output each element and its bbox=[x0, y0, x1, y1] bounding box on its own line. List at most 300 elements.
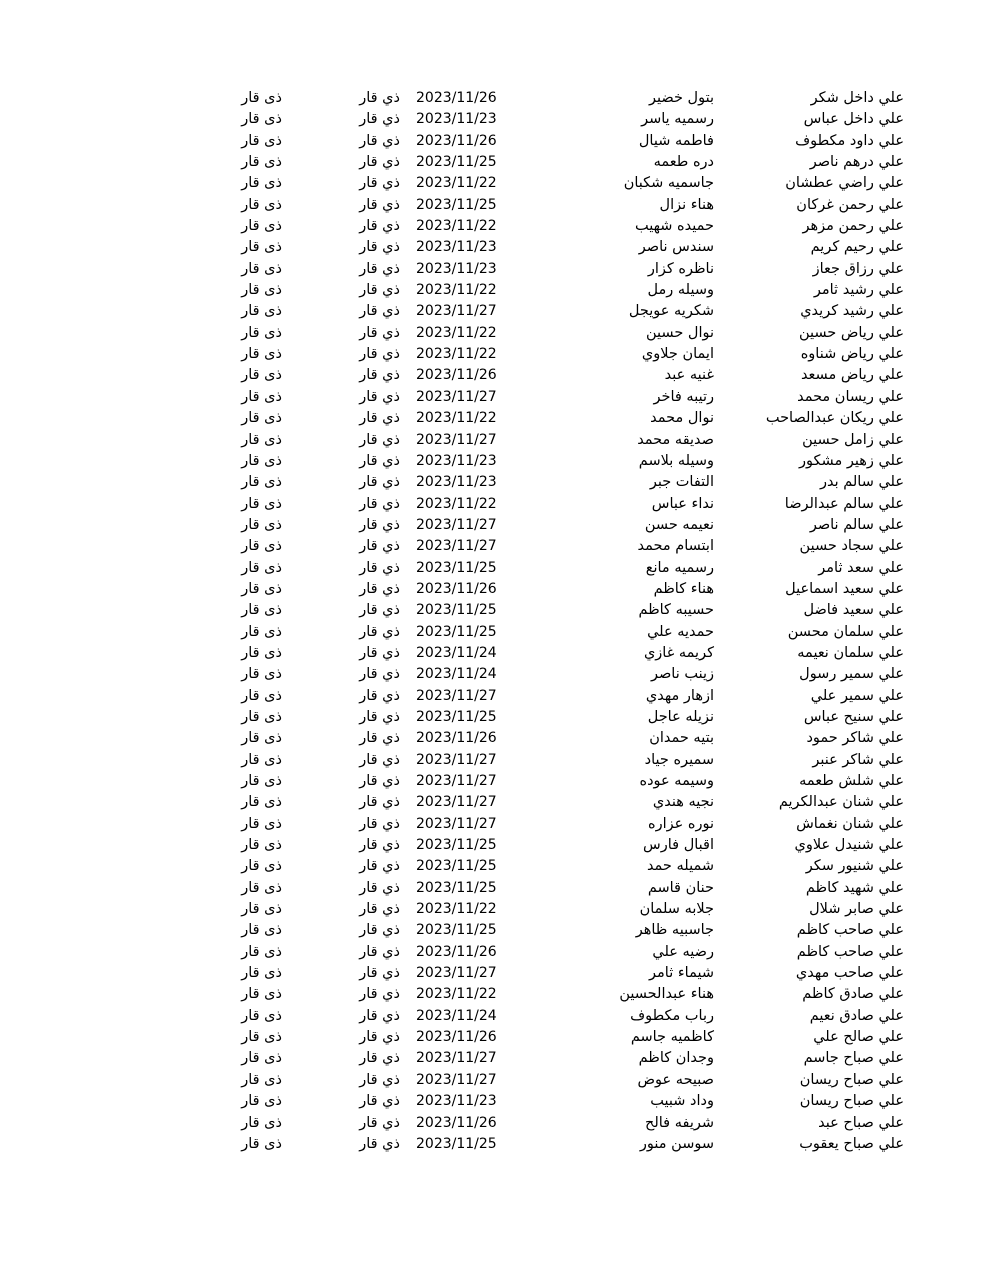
table-row bbox=[0, 387, 989, 408]
governorate-alt: ذى قار bbox=[241, 111, 282, 128]
table-row bbox=[0, 131, 989, 152]
person-name: علي سنيح عباس bbox=[803, 708, 904, 725]
date-value: 2023/11/26 bbox=[416, 1114, 497, 1131]
mother-name: نداء عباس bbox=[651, 495, 714, 512]
person-name: علي شنان نغماش bbox=[796, 815, 904, 832]
person-name: علي رحمن مزهر bbox=[802, 218, 904, 235]
person-name: علي صباح ريسان bbox=[799, 1093, 904, 1110]
governorate: ذي قار bbox=[359, 837, 400, 854]
governorate: ذي قار bbox=[359, 1050, 400, 1067]
person-name: علي سمير علي bbox=[810, 687, 904, 704]
table-row bbox=[0, 195, 989, 216]
date-value: 2023/11/24 bbox=[416, 1007, 497, 1024]
date-value: 2023/11/27 bbox=[416, 538, 497, 555]
governorate-alt: ذى قار bbox=[241, 644, 282, 661]
person-name: علي شنيور سكر bbox=[805, 858, 904, 875]
table-row bbox=[0, 856, 989, 877]
governorate: ذي قار bbox=[359, 730, 400, 747]
table-row bbox=[0, 707, 989, 728]
date-value: 2023/11/27 bbox=[416, 815, 497, 832]
mother-name: وسيله رمل bbox=[647, 282, 714, 299]
person-name: علي رحمن غركان bbox=[796, 196, 904, 213]
person-name: علي صباح ريسان bbox=[799, 1071, 904, 1088]
date-value: 2023/11/23 bbox=[416, 474, 497, 491]
table-row bbox=[0, 451, 989, 472]
mother-name: شريفه فالح bbox=[644, 1114, 714, 1131]
governorate: ذي قار bbox=[359, 1135, 400, 1152]
mother-name: التفات جبر bbox=[649, 474, 714, 491]
person-name: علي سلمان محسن bbox=[787, 623, 904, 640]
person-name: علي صالح علي bbox=[813, 1029, 904, 1046]
governorate-alt: ذى قار bbox=[241, 367, 282, 384]
date-value: 2023/11/27 bbox=[416, 687, 497, 704]
mother-name: ازهار مهدي bbox=[645, 687, 714, 704]
table-row bbox=[0, 408, 989, 429]
governorate: ذي قار bbox=[359, 1071, 400, 1088]
date-value: 2023/11/27 bbox=[416, 751, 497, 768]
table-row bbox=[0, 643, 989, 664]
mother-name: سندس ناصر bbox=[638, 239, 714, 256]
mother-name: بتيه حمدان bbox=[649, 730, 714, 747]
date-value: 2023/11/26 bbox=[416, 367, 497, 384]
mother-name: جلابه سلمان bbox=[639, 901, 714, 918]
governorate: ذي قار bbox=[359, 495, 400, 512]
date-value: 2023/11/25 bbox=[416, 858, 497, 875]
mother-name: سميره جياد bbox=[644, 751, 714, 768]
person-name: علي داخل شكر bbox=[810, 90, 904, 106]
person-name: علي سالم ناصر bbox=[809, 516, 904, 533]
governorate: ذي قار bbox=[359, 175, 400, 192]
governorate-alt: ذى قار bbox=[241, 751, 282, 768]
date-value: 2023/11/22 bbox=[416, 986, 497, 1003]
person-name: علي صاحب مهدي bbox=[795, 965, 904, 982]
table-row bbox=[0, 536, 989, 557]
governorate-alt: ذى قار bbox=[241, 559, 282, 576]
mother-name: نزيله عاجل bbox=[647, 708, 714, 725]
mother-name: بتول خضير bbox=[649, 90, 714, 106]
table-row bbox=[0, 835, 989, 856]
date-value: 2023/11/27 bbox=[416, 1050, 497, 1067]
mother-name: صبيحه عوض bbox=[637, 1071, 714, 1088]
governorate-alt: ذى قار bbox=[241, 154, 282, 171]
governorate: ذي قار bbox=[359, 90, 400, 106]
table-row bbox=[0, 1006, 989, 1027]
date-value: 2023/11/27 bbox=[416, 388, 497, 405]
governorate: ذي قار bbox=[359, 196, 400, 213]
governorate: ذي قار bbox=[359, 666, 400, 683]
table-row bbox=[0, 686, 989, 707]
mother-name: حميده شهيب bbox=[635, 218, 714, 235]
table-row bbox=[0, 792, 989, 813]
date-value: 2023/11/23 bbox=[416, 239, 497, 256]
mother-name: ابتسام محمد bbox=[637, 538, 714, 555]
table-row bbox=[0, 280, 989, 301]
table-row bbox=[0, 472, 989, 493]
person-name: علي صاحب كاظم bbox=[796, 943, 904, 960]
table-row bbox=[0, 259, 989, 280]
mother-name: وسيله بلاسم bbox=[638, 452, 714, 469]
mother-name: وجدان كاظم bbox=[638, 1050, 714, 1067]
date-value: 2023/11/27 bbox=[416, 303, 497, 320]
table-row bbox=[0, 1113, 989, 1134]
person-name: علي داود مكطوف bbox=[795, 132, 904, 149]
governorate-alt: ذى قار bbox=[241, 431, 282, 448]
person-name: علي سالم عبدالرضا bbox=[784, 495, 904, 512]
mother-name: شكريه عويجل bbox=[628, 303, 714, 320]
governorate: ذي قار bbox=[359, 943, 400, 960]
governorate-alt: ذى قار bbox=[241, 196, 282, 213]
governorate-alt: ذى قار bbox=[241, 858, 282, 875]
governorate: ذي قار bbox=[359, 303, 400, 320]
governorate: ذي قار bbox=[359, 580, 400, 597]
date-value: 2023/11/22 bbox=[416, 175, 497, 192]
governorate: ذي قار bbox=[359, 282, 400, 299]
mother-name: رباب مكطوف bbox=[630, 1007, 714, 1024]
date-value: 2023/11/27 bbox=[416, 431, 497, 448]
governorate-alt: ذى قار bbox=[241, 324, 282, 341]
person-name: علي سعيد اسماعيل bbox=[785, 580, 904, 597]
governorate: ذي قار bbox=[359, 644, 400, 661]
governorate-alt: ذى قار bbox=[241, 282, 282, 299]
governorate: ذي قار bbox=[359, 751, 400, 768]
mother-name: دره طعمه bbox=[653, 154, 714, 171]
governorate: ذي قار bbox=[359, 879, 400, 896]
table-row bbox=[0, 984, 989, 1005]
table-row bbox=[0, 109, 989, 130]
date-value: 2023/11/22 bbox=[416, 282, 497, 299]
date-value: 2023/11/25 bbox=[416, 837, 497, 854]
governorate: ذي قار bbox=[359, 474, 400, 491]
date-value: 2023/11/25 bbox=[416, 559, 497, 576]
governorate: ذي قار bbox=[359, 708, 400, 725]
person-name: علي راضي عطشان bbox=[785, 175, 904, 192]
date-value: 2023/11/25 bbox=[416, 708, 497, 725]
mother-name: هناء عبدالحسين bbox=[619, 986, 714, 1003]
governorate: ذي قار bbox=[359, 922, 400, 939]
date-value: 2023/11/26 bbox=[416, 90, 497, 106]
mother-name: وداد شبيب bbox=[650, 1093, 714, 1110]
governorate: ذي قار bbox=[359, 687, 400, 704]
table-row bbox=[0, 600, 989, 621]
mother-name: نعيمه حسن bbox=[644, 516, 714, 533]
governorate-alt: ذى قار bbox=[241, 580, 282, 597]
governorate: ذي قار bbox=[359, 986, 400, 1003]
date-value: 2023/11/23 bbox=[416, 452, 497, 469]
governorate-alt: ذى قار bbox=[241, 1093, 282, 1110]
mother-name: نوال محمد bbox=[650, 410, 714, 427]
date-value: 2023/11/23 bbox=[416, 1093, 497, 1110]
governorate: ذي قار bbox=[359, 602, 400, 619]
governorate: ذي قار bbox=[359, 559, 400, 576]
governorate: ذي قار bbox=[359, 452, 400, 469]
mother-name: نوال حسين bbox=[645, 324, 714, 341]
governorate-alt: ذى قار bbox=[241, 879, 282, 896]
person-name: علي سجاد حسين bbox=[799, 538, 904, 555]
governorate-alt: ذى قار bbox=[241, 602, 282, 619]
person-name: علي صادق كاظم bbox=[802, 986, 904, 1003]
table-row bbox=[0, 814, 989, 835]
governorate-alt: ذى قار bbox=[241, 815, 282, 832]
date-value: 2023/11/22 bbox=[416, 410, 497, 427]
date-value: 2023/11/26 bbox=[416, 730, 497, 747]
governorate-alt: ذى قار bbox=[241, 388, 282, 405]
mother-name: اقبال فارس bbox=[643, 837, 714, 854]
mother-name: سوسن منور bbox=[639, 1135, 714, 1152]
person-name: علي صباح يعقوب bbox=[799, 1135, 904, 1152]
governorate-alt: ذى قار bbox=[241, 708, 282, 725]
date-value: 2023/11/24 bbox=[416, 644, 497, 661]
table-row bbox=[0, 1070, 989, 1091]
governorate-alt: ذى قار bbox=[241, 175, 282, 192]
date-value: 2023/11/25 bbox=[416, 602, 497, 619]
mother-name: حمديه علي bbox=[647, 623, 714, 640]
governorate: ذي قار bbox=[359, 154, 400, 171]
person-name: علي صابر شلال bbox=[809, 901, 904, 918]
mother-name: رضيه علي bbox=[652, 943, 714, 960]
governorate: ذي قار bbox=[359, 388, 400, 405]
person-name: علي رشيد ثامر bbox=[813, 282, 904, 299]
names-table bbox=[0, 88, 989, 1155]
governorate-alt: ذى قار bbox=[241, 452, 282, 469]
governorate: ذي قار bbox=[359, 367, 400, 384]
mother-name: رسميه ياسر bbox=[641, 111, 714, 128]
person-name: علي زهير مشكور bbox=[799, 452, 904, 469]
governorate-alt: ذى قار bbox=[241, 1114, 282, 1131]
mother-name: كاظميه جاسم bbox=[630, 1029, 714, 1046]
date-value: 2023/11/27 bbox=[416, 794, 497, 811]
governorate: ذي قار bbox=[359, 516, 400, 533]
mother-name: جاسبيه ظاهر bbox=[635, 922, 714, 939]
table-row bbox=[0, 579, 989, 600]
governorate: ذي قار bbox=[359, 111, 400, 128]
governorate-alt: ذى قار bbox=[241, 90, 282, 106]
governorate: ذي قار bbox=[359, 794, 400, 811]
governorate: ذي قار bbox=[359, 773, 400, 789]
governorate-alt: ذى قار bbox=[241, 132, 282, 149]
governorate: ذي قار bbox=[359, 239, 400, 256]
table-row bbox=[0, 1134, 989, 1155]
governorate-alt: ذى قار bbox=[241, 1071, 282, 1088]
person-name: علي سالم بدر bbox=[819, 474, 904, 491]
date-value: 2023/11/26 bbox=[416, 132, 497, 149]
table-row bbox=[0, 88, 989, 109]
person-name: علي شنان عبدالكريم bbox=[778, 794, 904, 811]
date-value: 2023/11/25 bbox=[416, 922, 497, 939]
date-value: 2023/11/22 bbox=[416, 901, 497, 918]
person-name: علي رياض شناوه bbox=[800, 346, 904, 363]
governorate-alt: ذى قار bbox=[241, 901, 282, 918]
governorate: ذي قار bbox=[359, 965, 400, 982]
date-value: 2023/11/26 bbox=[416, 580, 497, 597]
governorate: ذي قار bbox=[359, 1007, 400, 1024]
governorate-alt: ذى قار bbox=[241, 474, 282, 491]
table-row bbox=[0, 344, 989, 365]
table-row bbox=[0, 430, 989, 451]
person-name: علي ريسان محمد bbox=[797, 388, 904, 405]
date-value: 2023/11/25 bbox=[416, 196, 497, 213]
person-name: علي شاكر حمود bbox=[806, 730, 904, 747]
date-value: 2023/11/27 bbox=[416, 965, 497, 982]
table-row bbox=[0, 216, 989, 237]
date-value: 2023/11/23 bbox=[416, 111, 497, 128]
governorate-alt: ذى قار bbox=[241, 943, 282, 960]
table-row bbox=[0, 963, 989, 984]
date-value: 2023/11/25 bbox=[416, 1135, 497, 1152]
person-name: علي صاحب كاظم bbox=[796, 922, 904, 939]
mother-name: غنيه عبد bbox=[664, 367, 714, 384]
governorate: ذي قار bbox=[359, 1029, 400, 1046]
person-name: علي درهم ناصر bbox=[809, 154, 904, 171]
mother-name: كريمه غازي bbox=[643, 644, 714, 661]
mother-name: حسيبه كاظم bbox=[638, 602, 714, 619]
table-row bbox=[0, 152, 989, 173]
table-row bbox=[0, 728, 989, 749]
governorate-alt: ذى قار bbox=[241, 516, 282, 533]
table-row bbox=[0, 942, 989, 963]
governorate-alt: ذى قار bbox=[241, 410, 282, 427]
governorate-alt: ذى قار bbox=[241, 837, 282, 854]
mother-name: شميله حمد bbox=[646, 858, 714, 875]
table-row bbox=[0, 237, 989, 258]
table-row bbox=[0, 920, 989, 941]
mother-name: شيماء ثامر bbox=[649, 965, 714, 982]
date-value: 2023/11/22 bbox=[416, 495, 497, 512]
person-name: علي داخل عباس bbox=[803, 111, 904, 128]
governorate-alt: ذى قار bbox=[241, 986, 282, 1003]
mother-name: فاطمه شيال bbox=[638, 132, 714, 149]
person-name: علي ريكان عبدالصاحب bbox=[765, 410, 904, 427]
governorate-alt: ذى قار bbox=[241, 538, 282, 555]
date-value: 2023/11/22 bbox=[416, 346, 497, 363]
table-row bbox=[0, 664, 989, 685]
table-row bbox=[0, 301, 989, 322]
governorate-alt: ذى قار bbox=[241, 730, 282, 747]
mother-name: حنان قاسم bbox=[647, 879, 714, 896]
person-name: علي سلمان نعيمه bbox=[797, 644, 904, 661]
person-name: علي صباح عبد bbox=[818, 1114, 904, 1131]
table-row bbox=[0, 750, 989, 771]
governorate-alt: ذى قار bbox=[241, 965, 282, 982]
table-row bbox=[0, 878, 989, 899]
date-value: 2023/11/26 bbox=[416, 943, 497, 960]
governorate-alt: ذى قار bbox=[241, 239, 282, 256]
mother-name: هناء كاظم bbox=[653, 580, 714, 597]
governorate-alt: ذى قار bbox=[241, 303, 282, 320]
person-name: علي شاكر عنبر bbox=[812, 751, 904, 768]
mother-name: ايمان جلاوي bbox=[641, 346, 714, 363]
person-name: علي شلش طعمه bbox=[799, 773, 904, 789]
date-value: 2023/11/25 bbox=[416, 879, 497, 896]
governorate: ذي قار bbox=[359, 431, 400, 448]
governorate: ذي قار bbox=[359, 346, 400, 363]
governorate-alt: ذى قار bbox=[241, 623, 282, 640]
table-row bbox=[0, 1048, 989, 1069]
mother-name: نوره عزاره bbox=[647, 815, 714, 832]
governorate: ذي قار bbox=[359, 132, 400, 149]
table-row bbox=[0, 494, 989, 515]
governorate: ذي قار bbox=[359, 623, 400, 640]
governorate-alt: ذى قار bbox=[241, 218, 282, 235]
governorate-alt: ذى قار bbox=[241, 794, 282, 811]
person-name: علي سعيد فاضل bbox=[803, 602, 904, 619]
governorate: ذي قار bbox=[359, 1114, 400, 1131]
date-value: 2023/11/23 bbox=[416, 260, 497, 277]
mother-name: وسيمه عوده bbox=[639, 773, 714, 789]
governorate-alt: ذى قار bbox=[241, 773, 282, 789]
table-row bbox=[0, 558, 989, 579]
table-row bbox=[0, 173, 989, 194]
mother-name: نجيه هندي bbox=[652, 794, 714, 811]
mother-name: جاسميه شكبان bbox=[623, 175, 714, 192]
governorate: ذي قار bbox=[359, 410, 400, 427]
mother-name: رتيبه فاخر bbox=[653, 388, 714, 405]
governorate-alt: ذى قار bbox=[241, 1050, 282, 1067]
person-name: علي سمير رسول bbox=[799, 666, 904, 683]
person-name: علي رزاق جعاز bbox=[812, 260, 904, 277]
governorate-alt: ذى قار bbox=[241, 922, 282, 939]
governorate: ذي قار bbox=[359, 1093, 400, 1110]
person-name: علي رياض مسعد bbox=[800, 367, 904, 384]
governorate: ذي قار bbox=[359, 260, 400, 277]
governorate: ذي قار bbox=[359, 538, 400, 555]
mother-name: صديقه محمد bbox=[637, 431, 714, 448]
table-row bbox=[0, 1027, 989, 1048]
table-row bbox=[0, 899, 989, 920]
person-name: علي شنيدل علاوي bbox=[794, 837, 904, 854]
governorate: ذي قار bbox=[359, 815, 400, 832]
table-row bbox=[0, 365, 989, 386]
governorate-alt: ذى قار bbox=[241, 687, 282, 704]
governorate-alt: ذى قار bbox=[241, 495, 282, 512]
person-name: علي زامل حسين bbox=[802, 431, 904, 448]
date-value: 2023/11/25 bbox=[416, 154, 497, 171]
date-value: 2023/11/24 bbox=[416, 666, 497, 683]
person-name: علي شهيد كاظم bbox=[805, 879, 904, 896]
table-row bbox=[0, 515, 989, 536]
date-value: 2023/11/22 bbox=[416, 218, 497, 235]
governorate-alt: ذى قار bbox=[241, 1135, 282, 1152]
date-value: 2023/11/22 bbox=[416, 324, 497, 341]
table-row bbox=[0, 622, 989, 643]
date-value: 2023/11/27 bbox=[416, 1071, 497, 1088]
person-name: علي رياض حسين bbox=[798, 324, 904, 341]
date-value: 2023/11/26 bbox=[416, 1029, 497, 1046]
governorate-alt: ذى قار bbox=[241, 346, 282, 363]
table-row bbox=[0, 323, 989, 344]
governorate: ذي قار bbox=[359, 901, 400, 918]
person-name: علي صادق نعيم bbox=[809, 1007, 904, 1024]
person-name: علي رشيد كريدي bbox=[800, 303, 904, 320]
mother-name: هناء نزال bbox=[659, 196, 714, 213]
governorate: ذي قار bbox=[359, 858, 400, 875]
governorate-alt: ذى قار bbox=[241, 260, 282, 277]
date-value: 2023/11/27 bbox=[416, 516, 497, 533]
mother-name: رسميه مانع bbox=[645, 559, 714, 576]
governorate: ذي قار bbox=[359, 324, 400, 341]
governorate-alt: ذى قار bbox=[241, 666, 282, 683]
mother-name: ناظره كزار bbox=[647, 260, 714, 277]
mother-name: زينب ناصر bbox=[650, 666, 714, 683]
date-value: 2023/11/27 bbox=[416, 773, 497, 789]
governorate: ذي قار bbox=[359, 218, 400, 235]
person-name: علي صباح جاسم bbox=[803, 1050, 904, 1067]
table-row bbox=[0, 771, 989, 792]
table-row bbox=[0, 1091, 989, 1112]
person-name: علي رحيم كريم bbox=[810, 239, 904, 256]
date-value: 2023/11/25 bbox=[416, 623, 497, 640]
person-name: علي سعد ثامر bbox=[818, 559, 904, 576]
governorate-alt: ذى قار bbox=[241, 1007, 282, 1024]
